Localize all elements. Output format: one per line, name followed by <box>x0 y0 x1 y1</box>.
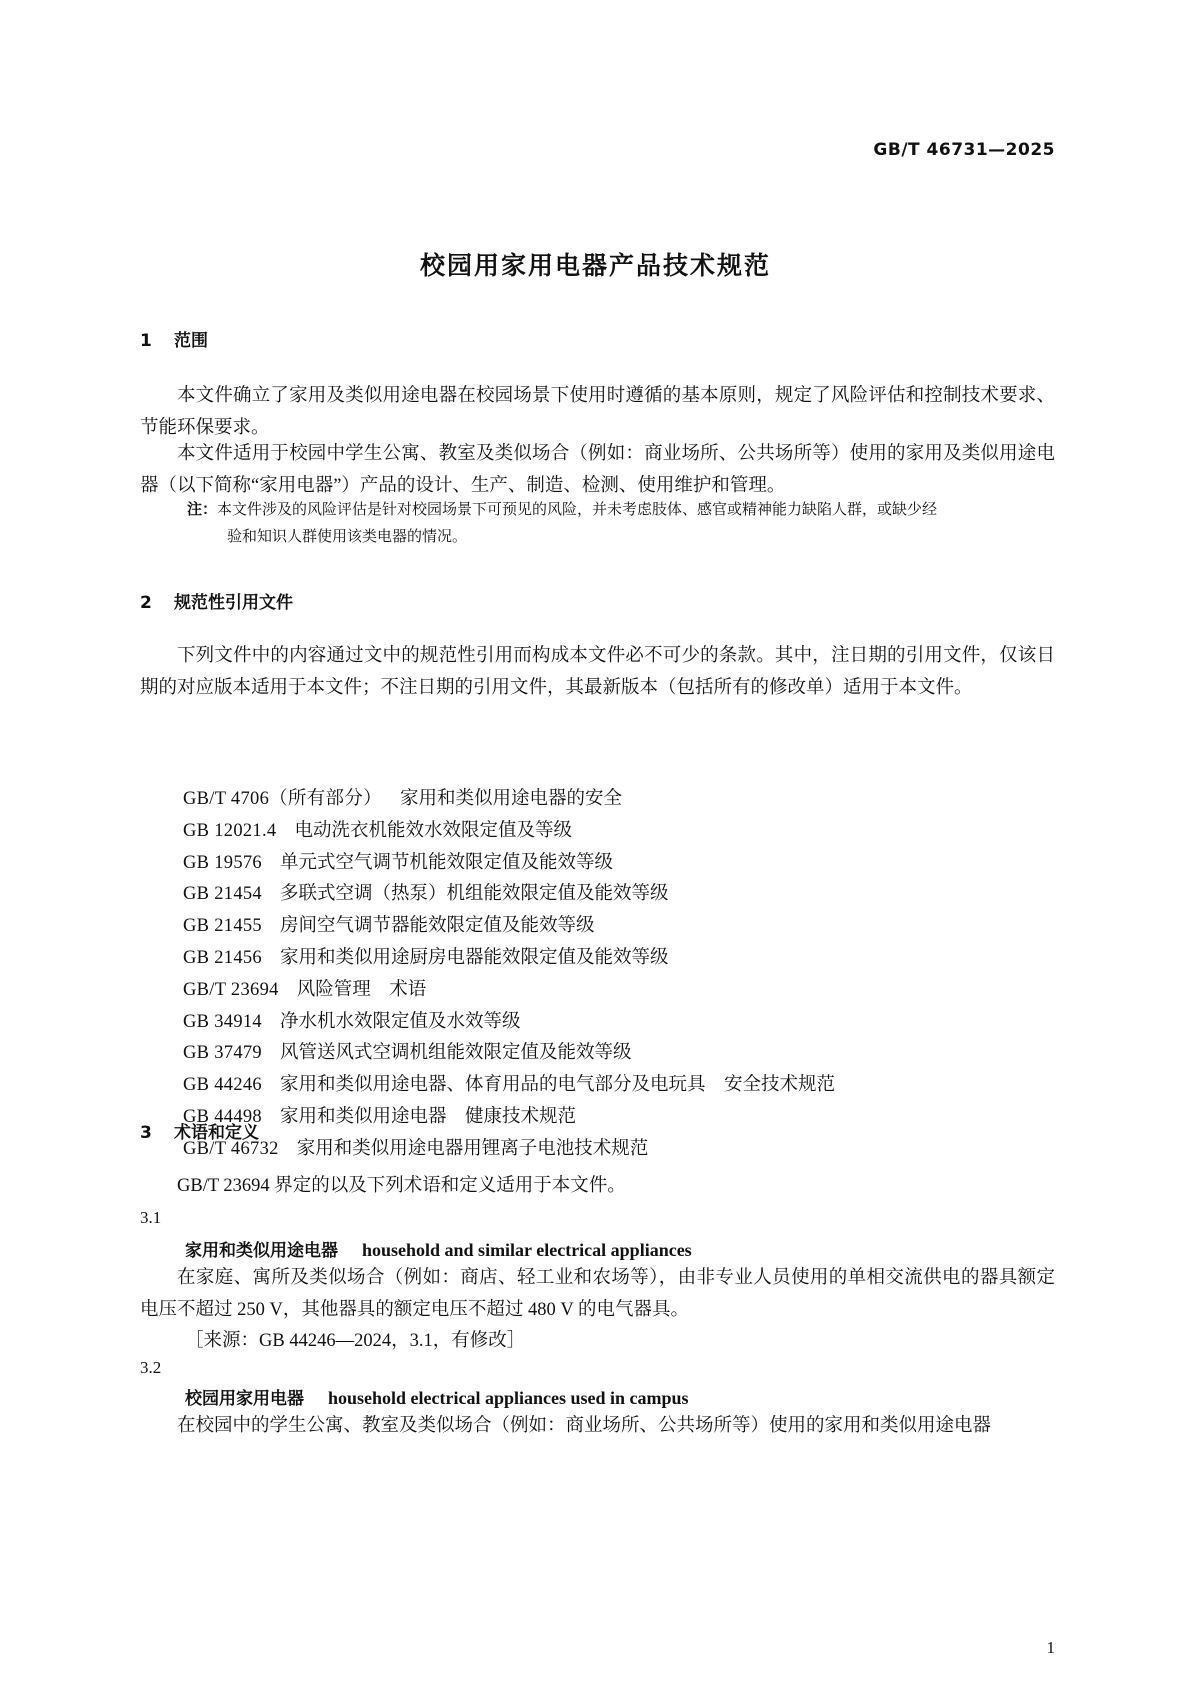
reference-title: 净水机水效限定值及水效等级 <box>279 1011 521 1032</box>
section-2-title: 规范性引用文件 <box>174 593 293 613</box>
reference-item <box>183 816 835 848</box>
reference-item <box>183 1007 835 1039</box>
reference-code: GB 44498 <box>183 1106 262 1127</box>
reference-title: 电动洗衣机能效水效限定值及等级 <box>294 820 572 841</box>
term-3-1-source: ［来源：GB 44246—2024，3.1，有修改］ <box>185 1331 526 1351</box>
reference-item <box>183 784 835 816</box>
section-1-heading <box>140 326 208 351</box>
reference-item <box>183 943 835 975</box>
reference-item <box>183 1102 835 1134</box>
reference-title: 房间空气调节器能效限定值及能效等级 <box>279 916 595 937</box>
reference-code: GB 21456 <box>183 947 262 968</box>
reference-title: 单元式空气调节机能效限定值及能效等级 <box>279 852 613 873</box>
note-line-1: 本文件涉及的风险评估是针对校园场景下可预见的风险，并未考虑肢体、感官或精神能力缺陷人群，或缺少经 <box>217 502 938 518</box>
reference-item <box>183 1134 835 1166</box>
reference-title: 风险管理 术语 <box>296 979 427 1000</box>
reference-title: 风管送风式空调机组能效限定值及能效等级 <box>279 1043 632 1064</box>
section-1-paragraph-2: 本文件适用于校园中学生公寓、教室及类似场合（例如：商业场所、公共场所等）使用的家用及类似用途电器（以下简称“家用电器”）产品的设计、生产、制造、检测、使用维护和管理。 <box>140 444 1055 496</box>
page-number: 1 <box>1046 1638 1055 1657</box>
reference-item <box>183 1070 835 1102</box>
reference-code: GB 19576 <box>183 852 262 873</box>
reference-code: GB/T 46732 <box>183 1138 279 1159</box>
reference-code: GB 37479 <box>183 1043 262 1064</box>
reference-item <box>183 911 835 943</box>
reference-title: 家用和类似用途电器 健康技术规范 <box>279 1106 576 1127</box>
section-1-title: 范围 <box>174 331 208 351</box>
document-code: GB/T 46731—2025 <box>873 140 1055 160</box>
reference-title: 家用和类似用途厨房电器能效限定值及能效等级 <box>279 947 669 968</box>
reference-item <box>183 879 835 911</box>
document-title: 校园用家用电器产品技术规范 <box>419 251 771 280</box>
reference-item <box>183 848 835 880</box>
reference-title: 家用和类似用途电器、体育用品的电气部分及电玩具 安全技术规范 <box>279 1075 835 1096</box>
reference-item <box>183 975 835 1007</box>
reference-code: GB 12021.4 <box>183 820 277 841</box>
term-3-1-heading <box>185 1236 692 1261</box>
reference-title: 家用和类似用途电器的安全 <box>399 789 622 809</box>
section-3-number: 3 <box>140 1123 152 1143</box>
section-3-title: 术语和定义 <box>174 1123 259 1143</box>
reference-title: 多联式空调（热泵）机组能效限定值及能效等级 <box>279 884 669 905</box>
section-3-heading <box>140 1118 259 1143</box>
note-line-2: 验和知识人群使用该类电器的情况。 <box>227 529 468 545</box>
term-3-1-chinese: 家用和类似用途电器 <box>185 1241 338 1261</box>
reference-code: GB/T 4706（所有部分） <box>183 789 382 809</box>
term-3-2-definition: 在校园中的学生公寓、教室及类似场合（例如：商业场所、公共场所等）使用的家用和类似用途电器 <box>177 1416 992 1436</box>
section-1-number: 1 <box>140 331 152 351</box>
note-label: 注： <box>187 502 218 518</box>
reference-code: GB 21455 <box>183 916 262 937</box>
term-3-2-heading <box>185 1384 689 1409</box>
reference-code: GB 34914 <box>183 1011 262 1032</box>
reference-code: GB 21454 <box>183 884 262 905</box>
reference-code: GB/T 23694 <box>183 979 279 1000</box>
term-3-1-definition: 在家庭、寓所及类似场合（例如：商店、轻工业和农场等），由非专业人员使用的单相交流供电的器具额定电压不超过 250 V，其他器具的额定电压不超过 480 V 的电气器具。 <box>140 1268 1055 1320</box>
section-2-heading <box>140 588 293 613</box>
term-3-2-english: household electrical appliances used in campus <box>328 1388 689 1408</box>
term-3-2-chinese: 校园用家用电器 <box>185 1389 304 1409</box>
normative-reference-list <box>183 784 835 1166</box>
term-3-2-number: 3.2 <box>140 1358 162 1377</box>
section-3-paragraph-1: GB/T 23694 界定的以及下列术语和定义适用于本文件。 <box>177 1176 626 1196</box>
term-3-1-english: household and similar electrical appliances <box>362 1240 692 1260</box>
term-3-1-number: 3.1 <box>140 1208 162 1227</box>
reference-code: GB 44246 <box>183 1075 262 1096</box>
reference-title: 家用和类似用途电器用锂离子电池技术规范 <box>296 1138 649 1159</box>
reference-item <box>183 1038 835 1070</box>
section-1-paragraph-1: 本文件确立了家用及类似用途电器在校园场景下使用时遵循的基本原则，规定了风险评估和控制技术要求、节能环保要求。 <box>140 386 1055 438</box>
section-2-number: 2 <box>140 593 152 613</box>
section-1-note <box>187 497 1055 551</box>
section-2-paragraph-1: 下列文件中的内容通过文中的规范性引用而构成本文件必不可少的条款。其中，注日期的引用文件，仅该日期的对应版本适用于本文件；不注日期的引用文件，其最新版本（包括所有的修改单）适用于本文件。 <box>140 646 1055 698</box>
